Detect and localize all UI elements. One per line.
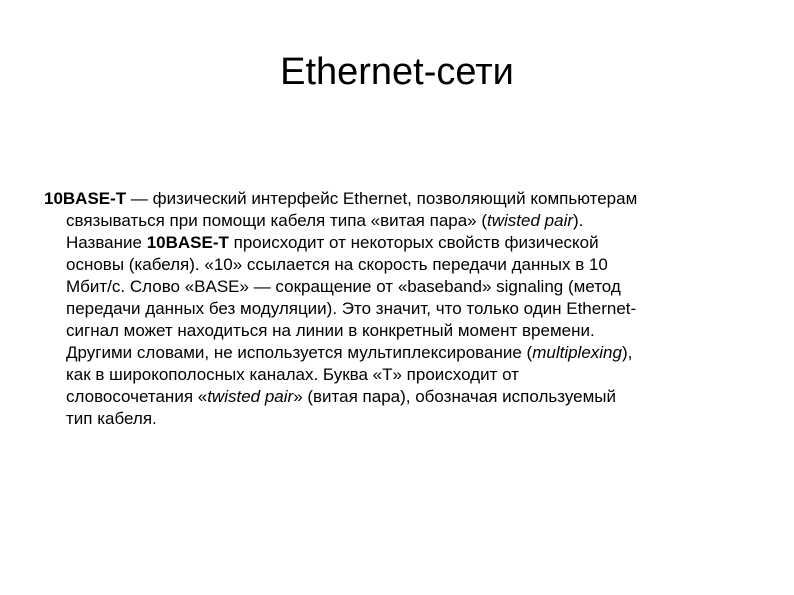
body-line — [44, 232, 756, 254]
body-line — [44, 210, 756, 232]
body-text: передачи данных без модуляции). Это значит, что только один Ethernet- — [66, 299, 637, 318]
body-line — [44, 386, 756, 408]
slide-title: Ethernet-сети — [280, 51, 514, 93]
italic-term: twisted pair — [207, 387, 294, 406]
body-text: связываться при помощи кабеля типа «витая пара» ( — [66, 211, 488, 230]
body-line — [44, 342, 756, 364]
body-text: словосочетания « — [66, 387, 208, 406]
bold-term: 10BASE-T — [44, 189, 127, 208]
italic-term: twisted pair — [487, 211, 574, 230]
body-text: как в широкополосных каналах. Буква «T» происходит от — [66, 365, 519, 384]
body-text: ). — [573, 211, 584, 230]
body-text: ), — [621, 343, 633, 362]
body-text: тип кабеля. — [66, 409, 157, 428]
body-line — [44, 408, 756, 430]
body-line — [44, 254, 756, 276]
body-line — [44, 298, 756, 320]
body-line — [44, 364, 756, 386]
body-line — [44, 276, 756, 298]
body-text: Другими словами, не используется мультиплексирование ( — [66, 343, 533, 362]
body-text: Название — [66, 233, 147, 252]
slide-body-paragraph — [44, 188, 756, 430]
body-text: » (витая пара), обозначая используемый — [293, 387, 616, 406]
italic-term: multiplexing — [532, 343, 622, 362]
body-text: Мбит/с. Слово «BASE» — сокращение от «baseband» signaling (метод — [66, 277, 621, 296]
body-text: сигнал может находиться на линии в конкретный момент времени. — [66, 321, 595, 340]
body-line — [44, 188, 756, 210]
body-text: основы (кабеля). «10» ссылается на скорость передачи данных в 10 — [66, 255, 608, 274]
bold-term: 10BASE-T — [146, 233, 229, 252]
body-text: — физический интерфейс Ethernet, позволяющий компьютерам — [126, 189, 638, 208]
body-text: происходит от некоторых свойств физической — [228, 233, 599, 252]
body-line — [44, 320, 756, 342]
